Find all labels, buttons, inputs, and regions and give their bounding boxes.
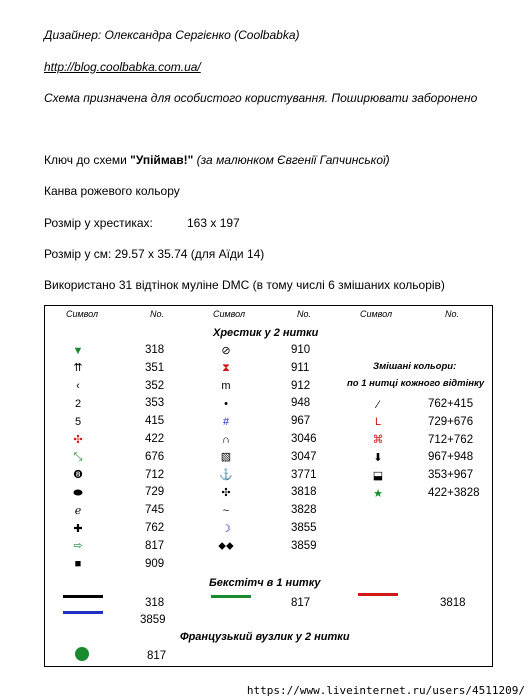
size-cross-label: Розмір у хрестиках: bbox=[44, 216, 153, 230]
dmc-number: 353 bbox=[145, 397, 165, 410]
paperclip-icon: ⊘ bbox=[221, 344, 231, 357]
green-dot-icon bbox=[75, 647, 89, 661]
digit-two-icon: 2 bbox=[74, 397, 82, 410]
header-no-3: No. bbox=[445, 309, 460, 319]
dmc-number: 745 bbox=[145, 504, 165, 517]
mixed-title: Змішані кольори: bbox=[373, 361, 457, 372]
header-symbol-2: Символ bbox=[213, 309, 246, 319]
circled-eight-icon: ❽ bbox=[73, 469, 83, 482]
dmc-number: 967+948 bbox=[428, 451, 474, 464]
section-backstitch: Бекстітч в 1 нитку bbox=[209, 577, 321, 589]
dmc-number: 3046 bbox=[291, 433, 317, 445]
dmc-number: 910 bbox=[291, 344, 311, 356]
dmc-number: 817 bbox=[145, 539, 165, 552]
key-table bbox=[44, 305, 493, 667]
arrow-down-icon: ⬇ bbox=[373, 451, 383, 464]
cross-icon: ✚ bbox=[73, 522, 83, 535]
backstitch-line bbox=[211, 595, 251, 598]
outline-arrow-right-icon: ⇨ bbox=[73, 540, 83, 553]
dmc-number: 909 bbox=[145, 557, 165, 570]
digit-five-icon: 5 bbox=[74, 415, 82, 428]
dmc-number: 729+676 bbox=[428, 415, 474, 428]
size-cm-line: Розмір у см: 29.57 x 35.74 (для Аїди 14) bbox=[44, 247, 265, 261]
half-square-icon: ⬓ bbox=[372, 469, 384, 482]
dmc-number: 353+967 bbox=[428, 469, 474, 482]
key-prefix: Ключ до схеми bbox=[44, 153, 131, 167]
dmc-number: 3818 bbox=[291, 486, 317, 499]
dmc-number: 415 bbox=[145, 415, 165, 428]
dmc-number: 3859 bbox=[291, 539, 317, 552]
double-diamond-icon: ⬥⬥ bbox=[218, 540, 234, 553]
key-author: (за малюнком Євгенії Гапчинської) bbox=[193, 153, 390, 167]
diagonal-arrow-icon: ⤡ bbox=[73, 451, 83, 464]
dot-icon: • bbox=[224, 397, 228, 410]
dmc-number: 422+3828 bbox=[428, 487, 480, 499]
dmc-number: 3047 bbox=[291, 450, 317, 463]
anchor-icon: ⚓ bbox=[219, 469, 233, 482]
usage-notice: Схема призначена для особистого користування. Поширювати заборонено bbox=[44, 91, 478, 105]
dmc-number: 729 bbox=[145, 486, 165, 499]
key-title-line bbox=[44, 153, 390, 167]
backstitch-line bbox=[358, 593, 398, 596]
size-cross-line bbox=[44, 216, 240, 230]
bowtie-icon: ⧗ bbox=[222, 362, 230, 375]
arrow-up-stripes-icon: ⇈ bbox=[73, 362, 83, 375]
four-arrows-icon: ✣ bbox=[221, 486, 231, 499]
header-no-1: No. bbox=[150, 309, 165, 319]
size-cross-value: 163 x 197 bbox=[187, 216, 240, 230]
canvas-line: Канва рожевого кольору bbox=[44, 184, 180, 198]
dmc-number: 422 bbox=[145, 433, 165, 445]
dmc-number: 948 bbox=[291, 397, 311, 410]
backstitch-line bbox=[63, 611, 103, 614]
trefoil-icon: ✣ bbox=[73, 433, 83, 446]
dmc-number: 352 bbox=[145, 379, 165, 392]
dmc-number: 3771 bbox=[291, 468, 317, 481]
black-square-icon: ■ bbox=[74, 558, 82, 571]
command-icon: ⌘ bbox=[372, 434, 384, 447]
dmc-number: 676 bbox=[145, 450, 165, 463]
blog-link[interactable]: http://blog.coolbabka.com.ua/ bbox=[44, 60, 201, 74]
slash-icon: ∕ bbox=[377, 398, 379, 411]
header-symbol-3: Символ bbox=[360, 309, 393, 319]
hatched-square-icon: ▧ bbox=[220, 451, 232, 464]
used-colors-line: Використано 31 відтінок муліне DMC (в тому числі 6 змішаних кольорів) bbox=[44, 278, 445, 292]
dmc-number: 3855 bbox=[291, 522, 317, 534]
designer-line: Дизайнер: Олександра Сергієнко (Coolbabka) bbox=[44, 28, 300, 42]
dmc-number: 318 bbox=[145, 597, 165, 609]
star-icon: ★ bbox=[373, 487, 383, 500]
source-url[interactable]: https://www.liveinternet.ru/users/4511209/ bbox=[246, 684, 525, 697]
tilde-icon: ~ bbox=[222, 504, 230, 517]
dmc-number: 3818 bbox=[440, 597, 466, 609]
script-e-icon: ℯ bbox=[74, 504, 82, 517]
dmc-number: 912 bbox=[291, 379, 311, 392]
dmc-number: 762 bbox=[145, 522, 165, 534]
corner-l-icon: L bbox=[374, 416, 382, 429]
chevron-left-icon: ‹ bbox=[76, 380, 80, 393]
dmc-number: 712+762 bbox=[428, 433, 474, 446]
arch-icon: ∩ bbox=[222, 433, 230, 446]
section-knot: Французький вузлик у 2 нитки bbox=[180, 631, 350, 643]
dmc-number: 967 bbox=[291, 415, 311, 428]
dmc-number: 712 bbox=[145, 468, 165, 481]
header-symbol-1: Символ bbox=[66, 309, 99, 319]
dmc-number: 3828 bbox=[291, 504, 317, 517]
letter-m-icon: m bbox=[221, 380, 231, 393]
backstitch-line bbox=[63, 595, 103, 598]
dmc-number: 817 bbox=[147, 650, 167, 662]
triangle-down-icon: ▼ bbox=[72, 344, 84, 357]
hash-icon: # bbox=[222, 415, 230, 428]
dmc-number: 351 bbox=[145, 361, 165, 374]
dmc-number: 817 bbox=[291, 597, 311, 609]
dmc-number: 762+415 bbox=[428, 398, 474, 410]
dmc-number: 318 bbox=[145, 344, 165, 356]
pill-icon: ⬬ bbox=[73, 486, 83, 499]
key-title: "Упіймав!" bbox=[130, 153, 194, 167]
header-no-2: No. bbox=[297, 309, 312, 319]
dmc-number: 911 bbox=[291, 361, 310, 374]
mixed-subtitle: по 1 нитці кожного відтінку bbox=[347, 378, 485, 389]
dmc-number: 3859 bbox=[140, 614, 166, 626]
section-cross: Хрестик у 2 нитки bbox=[213, 327, 319, 339]
crescent-icon: ☽ bbox=[221, 522, 231, 535]
